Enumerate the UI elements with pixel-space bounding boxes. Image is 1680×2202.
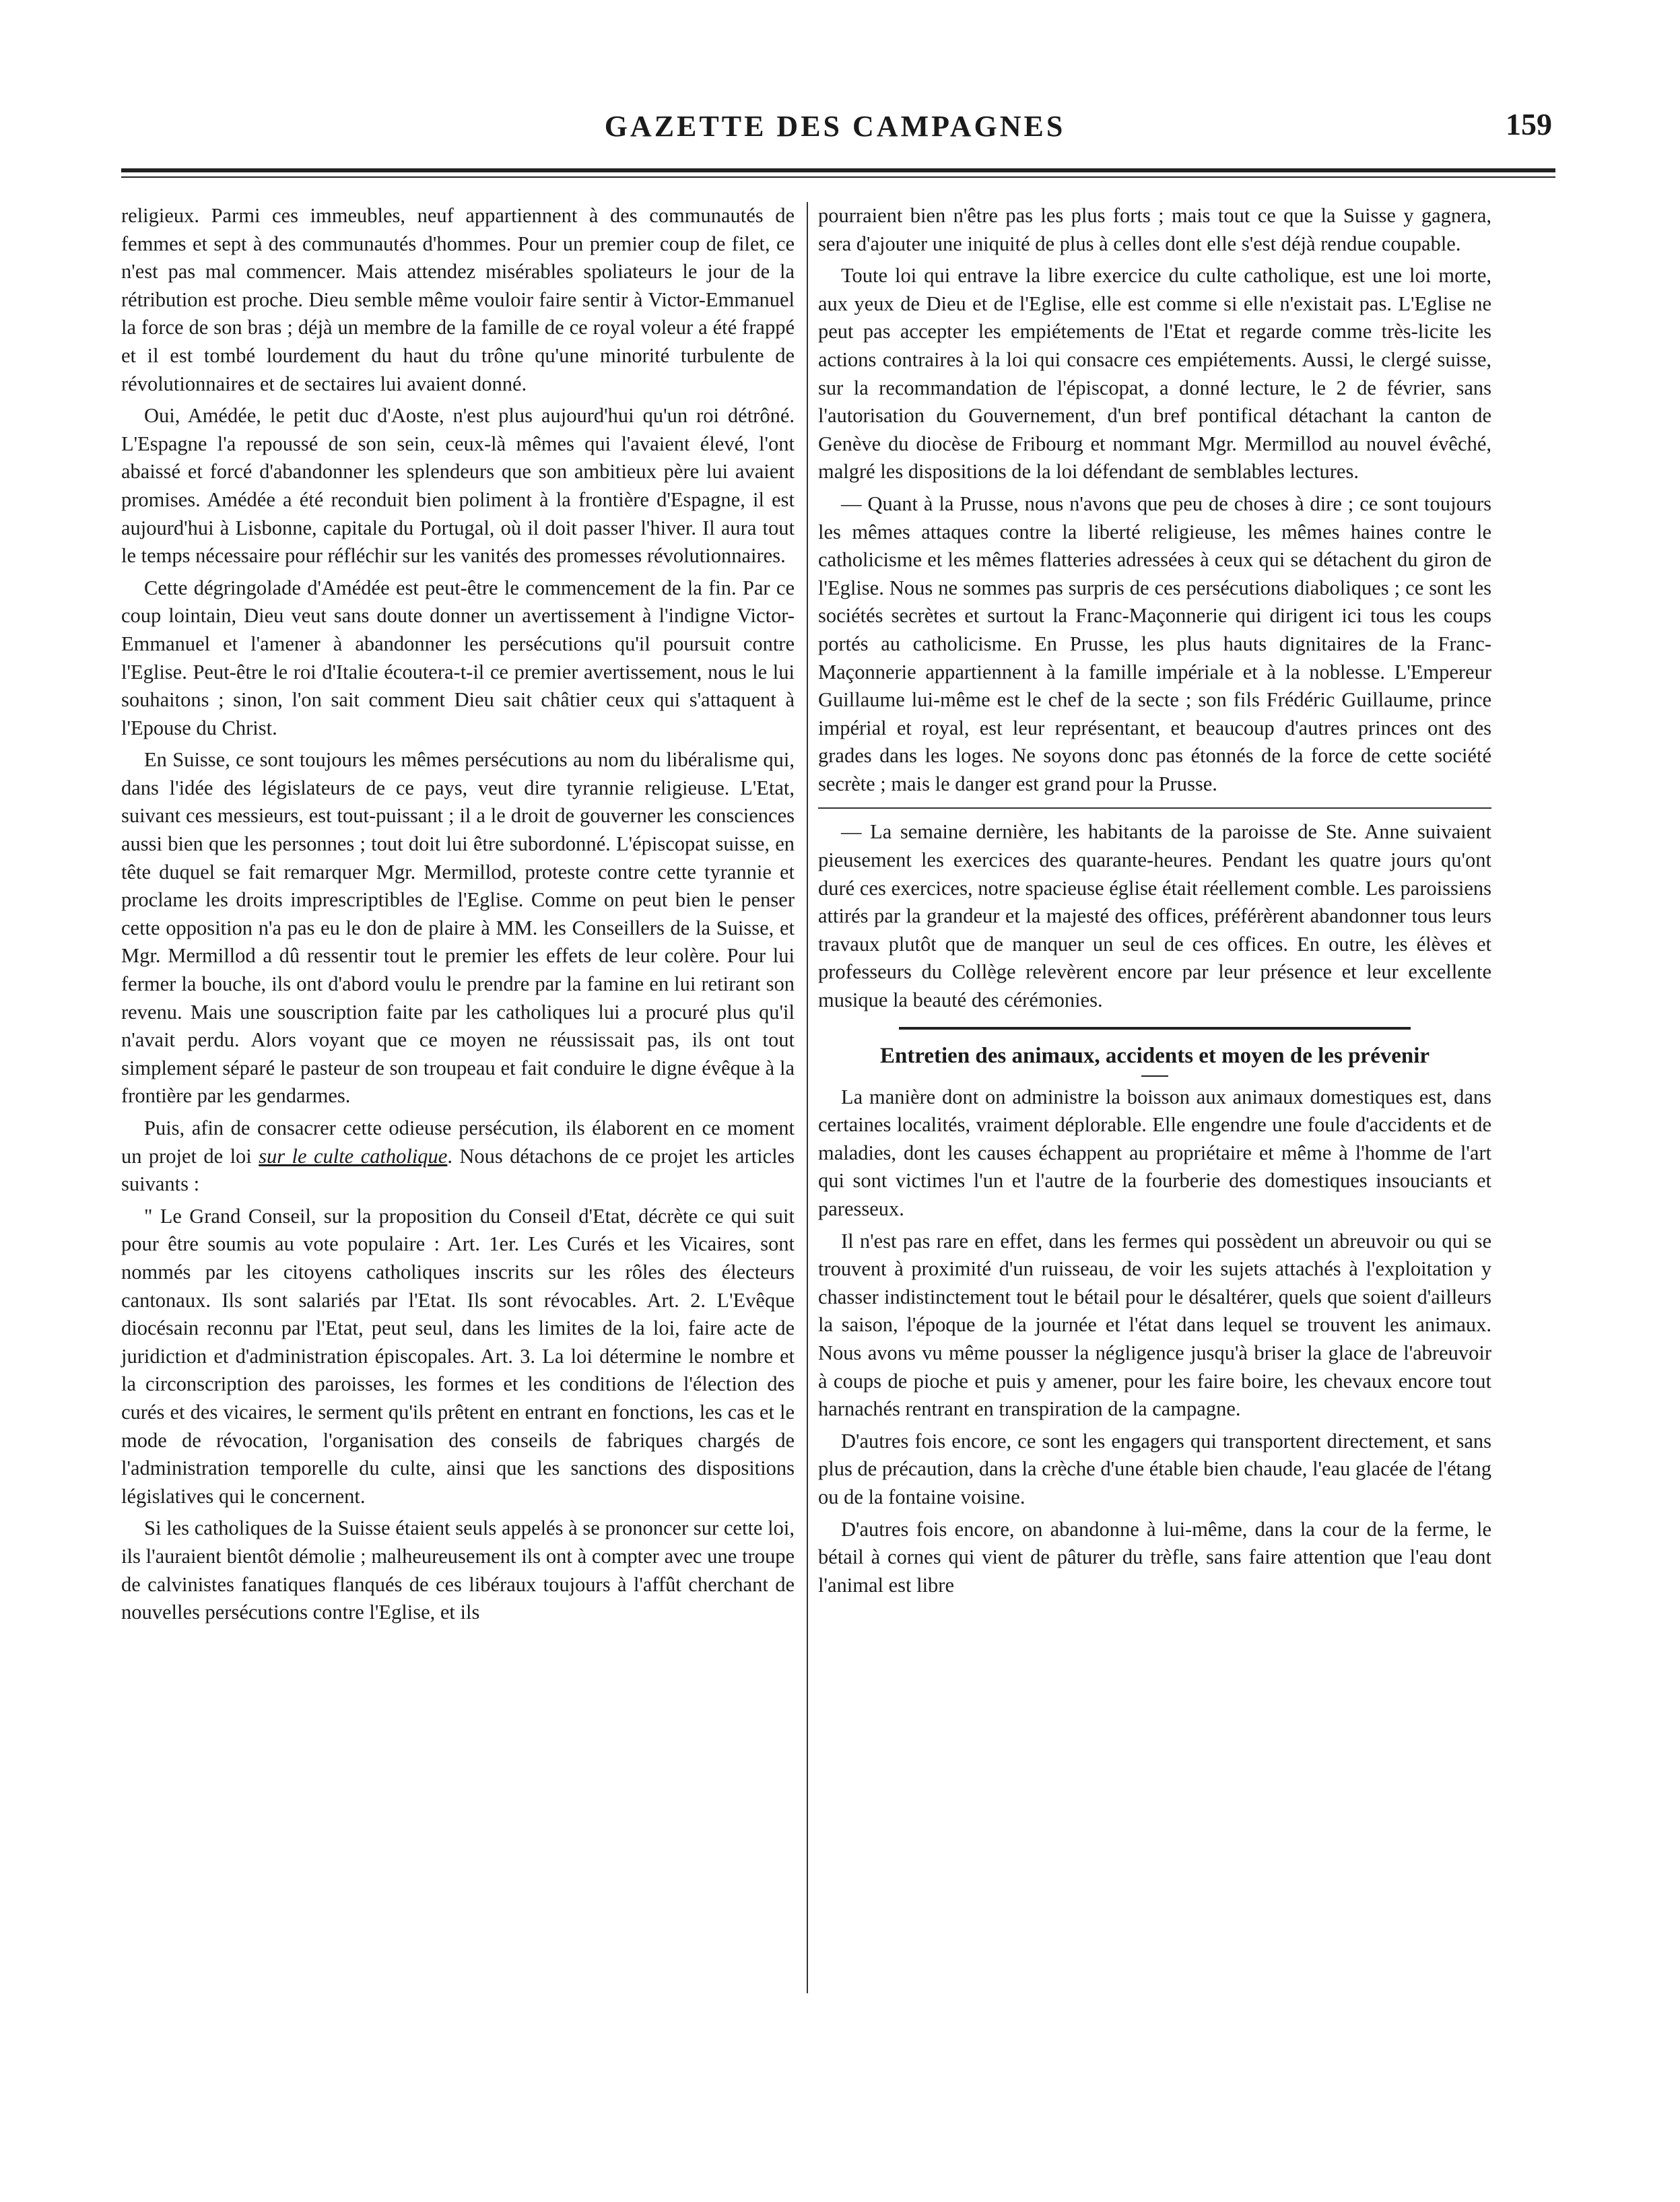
- article-paragraph: Si les catholiques de la Suisse étaient seuls appelés à se prononcer sur cette loi, ils l'auraient bientôt démolie ; malheureusement ils ont à compter avec une troupe de calvinistes fanatiques flanqués de ces libéraux toujours à l'affût cherchant de nouvelles persécutions contre l'Eglise, et ils: [121, 1516, 795, 1624]
- article-paragraph: [121, 1114, 795, 1199]
- text-run: Puis, afin de consacrer cette odieuse persécution, ils élaborent en ce moment un projet de loi: [121, 1116, 795, 1168]
- article-paragraph: En Suisse, ce sont toujours les mêmes persécutions au nom du libéralisme qui, dans l'idée des législateurs de ce pays, veut dire tyrannie religieuse. L'Etat, suivant ces messieurs, est tout-puissant ; il a le droit de gouverner les consciences aussi bien que les personnes ; tout doit lui être subordonné. L'épiscopat suisse, en tête duquel se fait remarquer Mgr. Mermillod, proteste contre cette tyrannie et proclame les droits imprescriptibles de l'Eglise. Comme on peut bien le penser cette opposition n'a pas eu le don de plaire à MM. les Conseillers de la Suisse, et Mgr. Mermillod a dû ressentir tout le premier les effets de leur colère. Pour lui fermer la bouche, ils ont d'abord voulu le prendre par la famine en lui retirant son revenu. Mais une souscription faite par les catholiques lui a procuré plus qu'il n'avait perdu. Alors voyant que ce moyen ne réussissait pas, ils ont tout simplement séparé le pasteur de son troupeau et fait conduire le digne évêque à la frontière par les gendarmes.: [121, 748, 795, 1108]
- article-paragraph: Oui, Amédée, le petit duc d'Aoste, n'est plus aujourd'hui qu'un roi détrôné. L'Espagne l'a repoussé de son sein, ceux-là mêmes qui l'avaient élevé, l'ont abaissé et forcé d'abandonner les splendeurs que son ambitieux père lui avaient promises. Amédée a été reconduit bien poliment à la frontière d'Espagne, il est aujourd'hui à Lisbonne, capitale du Portugal, où il doit passer l'hiver. Il aura tout le temps nécessaire pour réfléchir sur les vanités des promesses révolutionnaires.: [121, 404, 795, 568]
- article-paragraph: pourraient bien n'être pas les plus forts ; mais tout ce que la Suisse y gagnera, sera d'ajouter une iniquité de plus à celles dont elle s'est déjà rendue coupable.: [818, 204, 1491, 255]
- article-paragraph: Il n'est pas rare en effet, dans les fermes qui possèdent un abreuvoir ou qui se trouvent à proximité d'un ruisseau, de voir les sujets attachés à l'exploitation y chasser indistinctement tout le bétail pour le désaltérer, quels que soient d'ailleurs la saison, l'époque de la journée et l'état dans lequel se trouvent les animaux. Nous avons vu même pousser la négligence jusqu'à briser la glace de l'abreuvoir à coups de pioche et puis y amener, pour les faire boire, les chevaux encore tout harnachés rentrant en transpiration de la campagne.: [818, 1229, 1491, 1421]
- column-divider: [807, 202, 808, 1993]
- article-paragraph: D'autres fois encore, ce sont les engagers qui transportent directement, et sans plus de précaution, dans la crèche d'une étable bien chaude, l'eau glacée de l'étang ou de la fontaine voisine.: [818, 1429, 1491, 1508]
- page-number: 159: [1506, 107, 1552, 141]
- section-heading: Entretien des animaux, accidents et moyen de les prévenir: [879, 1043, 1430, 1068]
- article-paragraph: La manière dont on administre la boisson aux animaux domestiques est, dans certaines localités, vraiment déplorable. Elle engendre une foule d'accidents et de maladies, dont les causes échappent au propriétaire et même à l'homme de l'art qui sont victimes l'un et l'autre de la fourberie des domestiques insouciants et paresseux.: [818, 1085, 1491, 1220]
- separator-rule: [818, 807, 1491, 809]
- text-run: . Nous détachons de ce projet les articles suivants :: [121, 1144, 795, 1196]
- section-separator: [899, 1027, 1411, 1030]
- publication-title: GAZETTE DES CAMPAGNES: [604, 110, 1066, 143]
- law-title: sur le culte catholique: [259, 1144, 448, 1168]
- news-item-ste-anne: — La semaine dernière, les habitants de la paroisse de Ste. Anne suivaient pieusement les exercices des quarante-heures. Pendant les quatre jours qu'ont duré ces exercices, notre spacieuse église était réellement comble. Les paroissiens attirés par la grandeur et la majesté des offices, préférèrent abandonner tous leurs travaux plutôt que de manquer un seul de ces offices. En outre, les élèves et professeurs du Collège relevèrent encore par leur présence et leur excellente musique la beauté des cérémonies.: [818, 820, 1491, 1012]
- left-column: [121, 202, 795, 1627]
- right-column: [818, 202, 1491, 1599]
- news-item-prussia: — Quant à la Prusse, nous n'avons que peu de choses à dire ; ce sont toujours les mêmes attaques contre la liberté religieuse, les mêmes haines contre le catholicisme et les mêmes flatteries adressées à ceux qui se détachent du giron de l'Eglise. Nous ne sommes pas surpris de ces persécutions diaboliques ; ce sont les sociétés secrètes et surtout la Franc-Maçonnerie qui dirigent ici tous les coups portés au catholicisme. En Prusse, les plus hauts dignitaires de la Franc-Maçonnerie appartiennent à la famille impériale et à la noblesse. L'Empereur Guillaume lui-même est le chef de la secte ; son fils Frédéric Guillaume, prince impérial et royal, est leur représentant, et beaucoup d'autres princes ont des grades dans les loges. Ne soyons donc pas étonnés de la force de cette société secrète ; mais le danger est grand pour la Prusse.: [818, 492, 1491, 795]
- heading-dash: [1141, 1075, 1168, 1077]
- masthead: [118, 106, 1552, 154]
- article-paragraph: Cette dégringolade d'Amédée est peut-être le commencement de la fin. Par ce coup lointain, Dieu veut sans doute donner un avertissement à l'indigne Victor-Emmanuel et l'amener à abandonner les persécutions qu'il poursuit contre l'Eglise. Peut-être le roi d'Italie écoutera-t-il ce premier avertissement, nous le lui souhaitons ; sinon, l'on sait comment Dieu sait châtier ceux qui s'attaquent à l'Epouse du Christ.: [121, 576, 795, 739]
- article-paragraph: D'autres fois encore, on abandonne à lui-même, dans la cour de la ferme, le bétail à cornes qui vient de pâturer du trèfle, sans faire attention que l'eau dont l'animal est libre: [818, 1517, 1491, 1597]
- article-paragraph: religieux. Parmi ces immeubles, neuf appartiennent à des communautés de femmes et sept à des communautés d'hommes. Pour un premier coup de filet, ce n'est pas mal commencer. Mais attendez misérables spoliateurs le jour de la rétribution est proche. Dieu semble même vouloir faire sentir à Victor-Emmanuel la force de son bras ; déjà un membre de la famille de ce royal voleur a été frappé et il est tombé lourdement du haut du trône qu'une minorité turbulente de révolutionnaires et de sectaires lui avaient donné.: [121, 204, 795, 395]
- quoted-law-articles: " Le Grand Conseil, sur la proposition du Conseil d'Etat, décrète ce qui suit pour être soumis au vote populaire : Art. 1er. Les Curés et les Vicaires, sont nommés par les citoyens catholiques inscrits sur les rôles des électeurs cantonaux. Ils sont salariés par l'Etat. Ils sont révocables. Art. 2. L'Evêque diocésain reconnu par l'Etat, peut seul, dans les limites de la loi, faire acte de juridiction et d'administration épiscopales. Art. 3. La loi détermine le nombre et la circonscription des paroisses, les formes et les conditions de l'élection des curés et des vicaires, le serment qu'ils prêtent en entrant en fonctions, les cas et le mode de révocation, l'organisation des conseils de fabriques chargés de l'administration temporelle du culte, ainsi que les sanctions des dispositions législatives qui le concernent.: [121, 1204, 795, 1508]
- header-rule: [121, 168, 1555, 178]
- article-paragraph: Toute loi qui entrave la libre exercice du culte catholique, est une loi morte, aux yeux de Dieu et de l'Eglise, elle est comme si elle n'existait pas. L'Eglise ne peut pas accepter les empiétements de l'Etat et regarde comme très-licite les actions contraires à la loi qui consacre ces empiétements. Aussi, le clergé suisse, sur la recommandation de l'épiscopat, a donné lecture, le 2 de février, sans l'autorisation du Gouvernement, d'un bref pontifical détachant la canton de Genève du diocèse de Fribourg et nommant Mgr. Mermillod au nouvel évêché, malgré les dispositions de la loi défendant de semblables lectures.: [818, 264, 1491, 483]
